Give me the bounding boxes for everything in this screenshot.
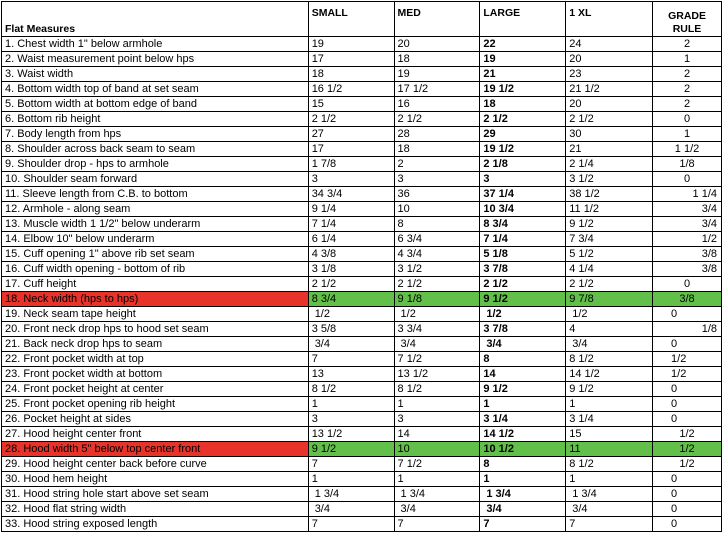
measure-cell[interactable]: 10. Shoulder seam forward <box>2 172 309 187</box>
measure-cell[interactable]: 20. Front neck drop hps to hood set seam <box>2 322 309 337</box>
grade-rule-cell[interactable]: 1/8 <box>653 157 722 172</box>
measure-cell[interactable]: 21. Back neck drop hps to seam <box>2 337 309 352</box>
xl-cell[interactable]: 1 3/4 <box>566 487 653 502</box>
large-cell[interactable]: 19 1/2 <box>480 142 566 157</box>
xl-cell[interactable]: 20 <box>566 97 653 112</box>
measure-cell[interactable]: 33. Hood string exposed length <box>2 517 309 532</box>
large-cell[interactable]: 22 <box>480 37 566 52</box>
large-cell[interactable]: 8 <box>480 352 566 367</box>
table-row <box>2 502 722 517</box>
large-cell[interactable]: 14 <box>480 367 566 382</box>
small-cell[interactable]: 16 1/2 <box>308 82 394 97</box>
med-cell[interactable]: 3 3/4 <box>394 322 480 337</box>
grade-rule-cell[interactable]: 0 <box>653 172 722 187</box>
grade-rule-cell[interactable]: 3/4 <box>653 202 722 217</box>
measure-cell[interactable]: 28. Hood width 5" below top center front <box>2 442 309 457</box>
med-cell[interactable]: 20 <box>394 37 480 52</box>
small-cell[interactable]: 3/4 <box>308 337 394 352</box>
xl-cell[interactable]: 7 <box>566 517 653 532</box>
large-cell[interactable]: 3/4 <box>480 337 566 352</box>
grade-rule-cell[interactable]: 1/2 <box>653 457 722 472</box>
xl-cell[interactable]: 23 <box>566 67 653 82</box>
xl-cell[interactable]: 11 <box>566 442 653 457</box>
small-cell[interactable]: 7 <box>308 457 394 472</box>
table-row <box>2 172 722 187</box>
large-cell[interactable]: 14 1/2 <box>480 427 566 442</box>
table-row <box>2 247 722 262</box>
xl-cell[interactable]: 3 1/4 <box>566 412 653 427</box>
small-cell[interactable]: 1 3/4 <box>308 487 394 502</box>
table-row <box>2 487 722 502</box>
med-cell[interactable]: 10 <box>394 202 480 217</box>
header-large[interactable]: LARGE <box>480 2 566 37</box>
grade-rule-cell[interactable]: 3/8 <box>653 292 722 307</box>
med-cell[interactable]: 9 1/8 <box>394 292 480 307</box>
small-cell[interactable]: 13 1/2 <box>308 427 394 442</box>
xl-cell[interactable]: 9 7/8 <box>566 292 653 307</box>
med-cell[interactable]: 7 1/2 <box>394 457 480 472</box>
xl-cell[interactable]: 15 <box>566 427 653 442</box>
med-cell[interactable]: 1/2 <box>394 307 480 322</box>
xl-cell[interactable]: 1 <box>566 472 653 487</box>
small-cell[interactable]: 3 5/8 <box>308 322 394 337</box>
measure-cell[interactable]: 2. Waist measurement point below hps <box>2 52 309 67</box>
table-row <box>2 427 722 442</box>
large-cell[interactable]: 2 1/2 <box>480 112 566 127</box>
xl-cell[interactable]: 2 1/4 <box>566 157 653 172</box>
large-cell[interactable]: 7 <box>480 517 566 532</box>
measure-cell[interactable]: 9. Shoulder drop - hps to armhole <box>2 157 309 172</box>
small-cell[interactable]: 6 1/4 <box>308 232 394 247</box>
xl-cell[interactable]: 30 <box>566 127 653 142</box>
med-cell[interactable]: 2 1/2 <box>394 112 480 127</box>
measure-cell[interactable]: 12. Armhole - along seam <box>2 202 309 217</box>
measure-cell[interactable]: 31. Hood string hole start above set seam <box>2 487 309 502</box>
grade-rule-cell[interactable]: 0 <box>653 277 722 292</box>
large-cell[interactable]: 2 1/2 <box>480 277 566 292</box>
med-cell[interactable]: 2 <box>394 157 480 172</box>
med-cell[interactable]: 3 1/2 <box>394 262 480 277</box>
table-row <box>2 97 722 112</box>
large-cell[interactable]: 3 <box>480 172 566 187</box>
table-row <box>2 67 722 82</box>
small-cell[interactable]: 3 <box>308 412 394 427</box>
med-cell[interactable]: 3 <box>394 172 480 187</box>
xl-cell[interactable]: 8 1/2 <box>566 457 653 472</box>
small-cell[interactable]: 3 <box>308 172 394 187</box>
large-cell[interactable]: 1 <box>480 472 566 487</box>
table-row <box>2 457 722 472</box>
xl-cell[interactable]: 1/2 <box>566 307 653 322</box>
xl-cell[interactable]: 9 1/2 <box>566 382 653 397</box>
med-cell[interactable]: 18 <box>394 142 480 157</box>
grade-rule-cell[interactable]: 3/4 <box>653 217 722 232</box>
measure-cell[interactable]: 6. Bottom rib height <box>2 112 309 127</box>
table-row <box>2 412 722 427</box>
large-cell[interactable]: 5 1/8 <box>480 247 566 262</box>
table-row <box>2 187 722 202</box>
small-cell[interactable]: 2 1/2 <box>308 277 394 292</box>
large-cell[interactable]: 18 <box>480 97 566 112</box>
grade-rule-cell[interactable]: 1/8 <box>653 322 722 337</box>
med-cell[interactable]: 28 <box>394 127 480 142</box>
table-row <box>2 292 722 307</box>
grade-rule-cell[interactable]: 0 <box>653 307 722 322</box>
small-cell[interactable]: 1 <box>308 472 394 487</box>
table-row <box>2 472 722 487</box>
small-cell[interactable]: 34 3/4 <box>308 187 394 202</box>
xl-cell[interactable]: 2 1/2 <box>566 277 653 292</box>
measure-cell[interactable]: 27. Hood height center front <box>2 427 309 442</box>
xl-cell[interactable]: 14 1/2 <box>566 367 653 382</box>
large-cell[interactable]: 3 1/4 <box>480 412 566 427</box>
table-row <box>2 52 722 67</box>
med-cell[interactable]: 13 1/2 <box>394 367 480 382</box>
xl-cell[interactable]: 7 3/4 <box>566 232 653 247</box>
table-row <box>2 127 722 142</box>
grade-rule-cell[interactable]: 0 <box>653 517 722 532</box>
med-cell[interactable]: 3/4 <box>394 337 480 352</box>
table-row <box>2 157 722 172</box>
table-row <box>2 232 722 247</box>
large-cell[interactable]: 10 3/4 <box>480 202 566 217</box>
grade-rule-cell[interactable]: 0 <box>653 487 722 502</box>
grade-rule-cell[interactable]: 1/2 <box>653 352 722 367</box>
xl-cell[interactable]: 4 1/4 <box>566 262 653 277</box>
measure-cell[interactable]: 24. Front pocket height at center <box>2 382 309 397</box>
large-cell[interactable]: 1 3/4 <box>480 487 566 502</box>
med-cell[interactable]: 18 <box>394 52 480 67</box>
large-cell[interactable]: 1 <box>480 397 566 412</box>
table-row <box>2 217 722 232</box>
large-cell[interactable]: 37 1/4 <box>480 187 566 202</box>
small-cell[interactable]: 1 <box>308 397 394 412</box>
measure-cell[interactable]: 8. Shoulder across back seam to seam <box>2 142 309 157</box>
med-cell[interactable]: 7 1/2 <box>394 352 480 367</box>
large-cell[interactable]: 8 3/4 <box>480 217 566 232</box>
xl-cell[interactable]: 3/4 <box>566 337 653 352</box>
measure-cell[interactable]: 11. Sleeve length from C.B. to bottom <box>2 187 309 202</box>
med-cell[interactable]: 36 <box>394 187 480 202</box>
grade-rule-cell[interactable]: 1/2 <box>653 427 722 442</box>
table-row <box>2 82 722 97</box>
table-row <box>2 262 722 277</box>
large-cell[interactable]: 1/2 <box>480 307 566 322</box>
large-cell[interactable]: 10 1/2 <box>480 442 566 457</box>
table-row <box>2 277 722 292</box>
header-grade-line2: RULE <box>672 23 702 35</box>
grade-rule-cell[interactable]: 0 <box>653 502 722 517</box>
large-cell[interactable]: 19 1/2 <box>480 82 566 97</box>
small-cell[interactable]: 27 <box>308 127 394 142</box>
small-cell[interactable]: 15 <box>308 97 394 112</box>
measure-cell[interactable]: 16. Cuff width opening - bottom of rib <box>2 262 309 277</box>
large-cell[interactable]: 9 1/2 <box>480 292 566 307</box>
med-cell[interactable]: 14 <box>394 427 480 442</box>
grade-rule-cell[interactable]: 0 <box>653 382 722 397</box>
grade-rule-cell[interactable]: 0 <box>653 397 722 412</box>
large-cell[interactable]: 3/4 <box>480 502 566 517</box>
table-row <box>2 142 722 157</box>
measure-cell[interactable]: 1. Chest width 1" below armhole <box>2 37 309 52</box>
xl-cell[interactable]: 3 1/2 <box>566 172 653 187</box>
small-cell[interactable]: 18 <box>308 67 394 82</box>
flat-measures-table <box>1 1 722 532</box>
table-row <box>2 517 722 532</box>
table-row <box>2 322 722 337</box>
measure-cell[interactable]: 15. Cuff opening 1" above rib set seam <box>2 247 309 262</box>
xl-cell[interactable]: 3/4 <box>566 502 653 517</box>
xl-cell[interactable]: 9 1/2 <box>566 217 653 232</box>
table-row <box>2 442 722 457</box>
measure-cell[interactable]: 23. Front pocket width at bottom <box>2 367 309 382</box>
grade-rule-cell[interactable]: 2 <box>653 97 722 112</box>
large-cell[interactable]: 7 1/4 <box>480 232 566 247</box>
xl-cell[interactable]: 5 1/2 <box>566 247 653 262</box>
med-cell[interactable]: 4 3/4 <box>394 247 480 262</box>
small-cell[interactable]: 4 3/8 <box>308 247 394 262</box>
measure-cell[interactable]: 4. Bottom width top of band at set seam <box>2 82 309 97</box>
small-cell[interactable]: 3/4 <box>308 502 394 517</box>
grade-rule-cell[interactable]: 2 <box>653 37 722 52</box>
header-grade-line1: GRADE <box>668 10 706 22</box>
header-flat-measures[interactable]: Flat Measures <box>2 2 309 37</box>
xl-cell[interactable]: 11 1/2 <box>566 202 653 217</box>
measure-cell[interactable]: 22. Front pocket width at top <box>2 352 309 367</box>
med-cell[interactable]: 7 <box>394 517 480 532</box>
header-1xl[interactable]: 1 XL <box>566 2 653 37</box>
small-cell[interactable]: 8 1/2 <box>308 382 394 397</box>
measure-cell[interactable]: 5. Bottom width at bottom edge of band <box>2 97 309 112</box>
grade-rule-cell[interactable]: 1 <box>653 127 722 142</box>
xl-cell[interactable]: 2 1/2 <box>566 112 653 127</box>
grade-rule-cell[interactable]: 2 <box>653 67 722 82</box>
grade-rule-cell[interactable]: 0 <box>653 337 722 352</box>
table-row <box>2 307 722 322</box>
grade-rule-cell[interactable]: 0 <box>653 472 722 487</box>
grade-rule-cell[interactable]: 1/2 <box>653 442 722 457</box>
grade-rule-cell[interactable]: 2 <box>653 82 722 97</box>
med-cell[interactable]: 10 <box>394 442 480 457</box>
med-cell[interactable]: 3 <box>394 412 480 427</box>
grade-rule-cell[interactable]: 3/8 <box>653 247 722 262</box>
measure-cell[interactable]: 7. Body length from hps <box>2 127 309 142</box>
table-row <box>2 37 722 52</box>
grade-rule-cell[interactable]: 1 1/2 <box>653 142 722 157</box>
med-cell[interactable]: 1 <box>394 472 480 487</box>
xl-cell[interactable]: 20 <box>566 52 653 67</box>
med-cell[interactable]: 8 <box>394 217 480 232</box>
med-cell[interactable]: 1 <box>394 397 480 412</box>
grade-rule-cell[interactable]: 0 <box>653 112 722 127</box>
med-cell[interactable]: 2 1/2 <box>394 277 480 292</box>
med-cell[interactable]: 8 1/2 <box>394 382 480 397</box>
measure-cell[interactable]: 19. Neck seam tape height <box>2 307 309 322</box>
measure-cell[interactable]: 13. Muscle width 1 1/2" below underarm <box>2 217 309 232</box>
small-cell[interactable]: 1/2 <box>308 307 394 322</box>
grade-rule-cell[interactable]: 0 <box>653 412 722 427</box>
med-cell[interactable]: 6 3/4 <box>394 232 480 247</box>
large-cell[interactable]: 9 1/2 <box>480 382 566 397</box>
large-cell[interactable]: 29 <box>480 127 566 142</box>
header-med[interactable]: MED <box>394 2 480 37</box>
header-small[interactable]: SMALL <box>308 2 394 37</box>
measure-cell[interactable]: 32. Hood flat string width <box>2 502 309 517</box>
measure-cell[interactable]: 30. Hood hem height <box>2 472 309 487</box>
small-cell[interactable]: 9 1/4 <box>308 202 394 217</box>
xl-cell[interactable]: 8 1/2 <box>566 352 653 367</box>
med-cell[interactable]: 1 3/4 <box>394 487 480 502</box>
xl-cell[interactable]: 1 <box>566 397 653 412</box>
small-cell[interactable]: 7 <box>308 517 394 532</box>
large-cell[interactable]: 3 7/8 <box>480 262 566 277</box>
large-cell[interactable]: 3 7/8 <box>480 322 566 337</box>
small-cell[interactable]: 7 <box>308 352 394 367</box>
table-row <box>2 382 722 397</box>
header-row <box>2 2 722 37</box>
xl-cell[interactable]: 4 <box>566 322 653 337</box>
grade-rule-cell[interactable]: 1/2 <box>653 367 722 382</box>
xl-cell[interactable]: 38 1/2 <box>566 187 653 202</box>
grade-rule-cell[interactable]: 1 1/4 <box>653 187 722 202</box>
small-cell[interactable]: 8 3/4 <box>308 292 394 307</box>
large-cell[interactable]: 19 <box>480 52 566 67</box>
table-row <box>2 337 722 352</box>
table-row <box>2 202 722 217</box>
measure-cell[interactable]: 14. Elbow 10" below underarm <box>2 232 309 247</box>
small-cell[interactable]: 17 <box>308 52 394 67</box>
med-cell[interactable]: 19 <box>394 67 480 82</box>
small-cell[interactable]: 13 <box>308 367 394 382</box>
small-cell[interactable]: 1 7/8 <box>308 157 394 172</box>
xl-cell[interactable]: 21 <box>566 142 653 157</box>
table-row <box>2 112 722 127</box>
grade-rule-cell[interactable]: 1/2 <box>653 232 722 247</box>
large-cell[interactable]: 21 <box>480 67 566 82</box>
xl-cell[interactable]: 21 1/2 <box>566 82 653 97</box>
med-cell[interactable]: 16 <box>394 97 480 112</box>
measure-cell[interactable]: 25. Front pocket opening rib height <box>2 397 309 412</box>
large-cell[interactable]: 2 1/8 <box>480 157 566 172</box>
small-cell[interactable]: 2 1/2 <box>308 112 394 127</box>
small-cell[interactable]: 7 1/4 <box>308 217 394 232</box>
measure-cell[interactable]: 18. Neck width (hps to hps) <box>2 292 309 307</box>
table-row <box>2 352 722 367</box>
med-cell[interactable]: 3/4 <box>394 502 480 517</box>
measure-cell[interactable]: 3. Waist width <box>2 67 309 82</box>
measure-cell[interactable]: 17. Cuff height <box>2 277 309 292</box>
xl-cell[interactable]: 24 <box>566 37 653 52</box>
small-cell[interactable]: 9 1/2 <box>308 442 394 457</box>
small-cell[interactable]: 19 <box>308 37 394 52</box>
table-row <box>2 397 722 412</box>
small-cell[interactable]: 3 1/8 <box>308 262 394 277</box>
measure-cell[interactable]: 26. Pocket height at sides <box>2 412 309 427</box>
grade-rule-cell[interactable]: 3/8 <box>653 262 722 277</box>
header-grade-rule[interactable] <box>653 2 722 37</box>
med-cell[interactable]: 17 1/2 <box>394 82 480 97</box>
small-cell[interactable]: 17 <box>308 142 394 157</box>
table-body <box>2 37 722 532</box>
table-row <box>2 367 722 382</box>
measure-cell[interactable]: 29. Hood height center back before curve <box>2 457 309 472</box>
grade-rule-cell[interactable]: 1 <box>653 52 722 67</box>
large-cell[interactable]: 8 <box>480 457 566 472</box>
